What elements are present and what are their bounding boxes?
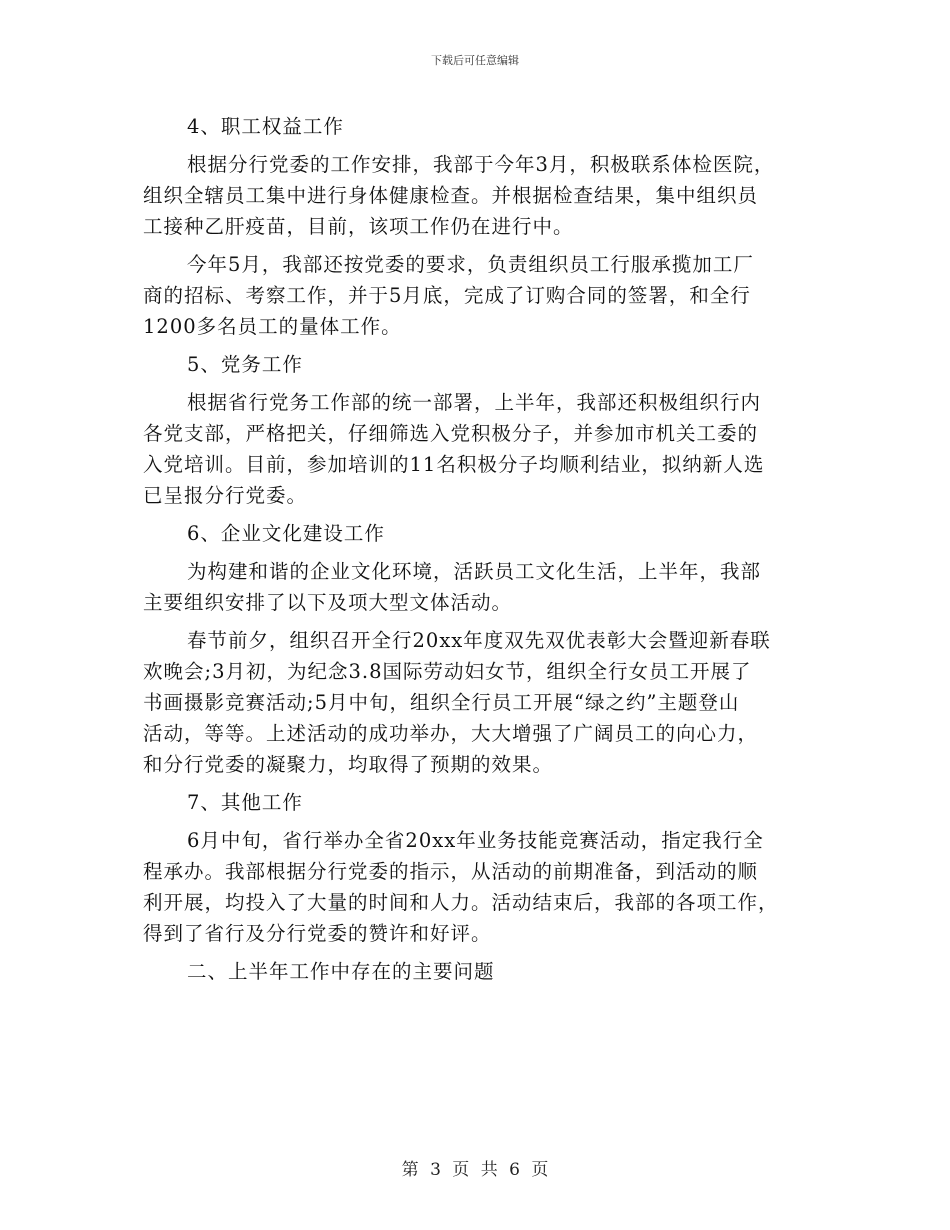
paragraph-first-line: 根据分行党委的工作安排，我部于今年3月，积极联系体检医院， (187, 153, 775, 176)
paragraph-line: 得到了省行及分行党委的赞许和好评。 (143, 922, 492, 945)
paragraph (143, 518, 809, 549)
paragraph-first-line: 为构建和谐的企业文化环境，活跃员工文化生活，上半年，我部 (187, 560, 762, 583)
paragraph-first-line: 今年5月，我部还按党委的要求，负责组织员工行服承揽加工厂 (187, 253, 754, 276)
paragraph (143, 787, 809, 818)
paragraph-line: 程承办。我部根据分行党委的指示，从活动的前期准备，到活动的顺 (143, 860, 759, 883)
paragraph-line: 商的招标、考察工作，并于5月底，完成了订购合同的签署，和全行 (143, 284, 751, 307)
paragraph (143, 111, 809, 142)
paragraph-line: 组织全辖员工集中进行身体健康检查。并根据检查结果，集中组织员 (143, 184, 759, 207)
paragraph-first-line: 7、其他工作 (187, 791, 303, 814)
page-header: 下载后可任意编辑 (431, 54, 519, 67)
paragraph-line: 和分行党委的凝聚力，均取得了预期的效果。 (143, 753, 554, 776)
paragraph (143, 149, 809, 242)
paragraph-line: 利开展，均投入了大量的时间和人力。活动结束后，我部的各项工作， (143, 891, 779, 914)
paragraph-line: 书画摄影竞赛活动;5月中旬，组织全行员工开展“绿之约”主题登山 (143, 691, 740, 714)
paragraph-first-line: 6月中旬，省行举办全省20xx年业务技能竞赛活动，指定我行全 (187, 829, 764, 852)
paragraph (143, 825, 809, 949)
paragraph-first-line: 4、职工权益工作 (187, 115, 344, 138)
paragraph-line: 活动，等等。上述活动的成功举办，大大增强了广阔员工的向心力， (143, 722, 759, 745)
paragraph-line: 主要组织安排了以下及项大型文体活动。 (143, 591, 513, 614)
paragraph (143, 387, 809, 511)
paragraph-first-line: 二、上半年工作中存在的主要问题 (187, 960, 495, 983)
page-footer: 第 3 页 共 6 页 (401, 1160, 549, 1180)
paragraph (143, 956, 809, 987)
paragraph-first-line: 根据省行党务工作部的统一部署，上半年，我部还积极组织行内 (187, 391, 762, 414)
paragraph-line: 1200多名员工的量体工作。 (143, 315, 402, 338)
paragraph (143, 249, 809, 342)
paragraph-line: 各党支部，严格把关，仔细筛选入党积极分子，并参加市机关工委的 (143, 422, 759, 445)
paragraph (143, 625, 809, 780)
paragraph (143, 556, 809, 618)
paragraph (143, 349, 809, 380)
paragraph-first-line: 6、企业文化建设工作 (187, 522, 385, 545)
paragraph-line: 入党培训。目前，参加培训的11名积极分子均顺利结业，拟纳新人选 (143, 453, 765, 476)
paragraph-line: 已呈报分行党委。 (143, 484, 308, 507)
paragraph-first-line: 春节前夕，组织召开全行20xx年度双先双优表彰大会暨迎新春联 (187, 629, 771, 652)
document-body (143, 111, 809, 987)
paragraph-line: 欢晚会;3月初，为纪念3.8国际劳动妇女节，组织全行女员工开展了 (143, 660, 752, 683)
paragraph-line: 工接种乙肝疫苗，目前，该项工作仍在进行中。 (143, 215, 574, 238)
paragraph-first-line: 5、党务工作 (187, 353, 303, 376)
